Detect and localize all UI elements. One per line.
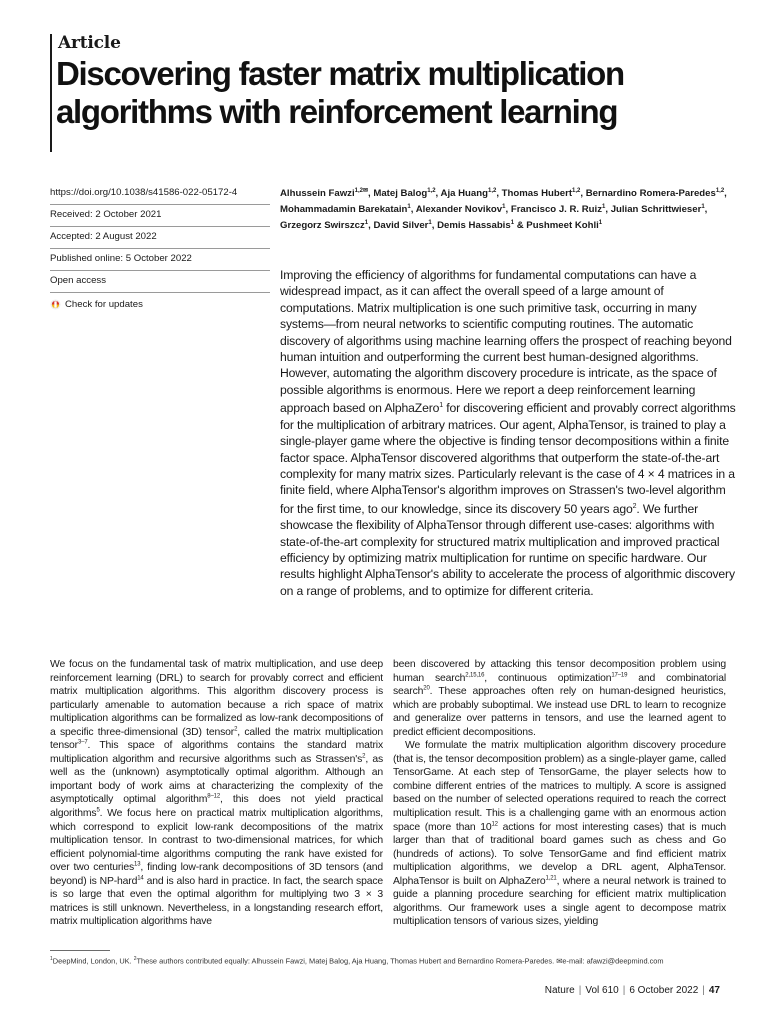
body-text-run: , continuous optimization [484, 672, 612, 684]
author-name[interactable]: Matej Balog [373, 188, 428, 200]
author-name[interactable]: Alhussein Fawzi [280, 188, 355, 200]
folio-separator: | [578, 985, 582, 996]
body-text-run: , this does not yield practical algorithms [50, 794, 383, 820]
abstract-part: . We further showcase the flexibility of AlphaTensor through different use-cases: algorithms with state-of-the-art complexity for structured matrix multiplication and improved practical efficiency by optimizing matrix multiplication for runtime on specific hardware. Our results highlight AlphaTensor's ability to accelerate the process of algorithmic discovery on a range of problems, and to optimize for different criteria. [280, 501, 735, 598]
article-type-label: Article [58, 33, 121, 53]
citation[interactable]: 2 [234, 726, 238, 733]
citation[interactable]: 1 [439, 402, 443, 410]
affiliation-marker: 1 [598, 219, 603, 226]
doi-link[interactable]: https://doi.org/10.1038/s41586-022-05172-4 [50, 183, 270, 205]
author-name[interactable]: Francisco J. R. Ruiz [510, 203, 602, 215]
affiliation-marker: 1,2✉ [354, 188, 369, 194]
author-name[interactable]: Grzegorz Swirszcz [280, 219, 365, 231]
citation[interactable]: 8–12 [207, 794, 221, 800]
volume-label: Vol 610 [585, 985, 619, 996]
affiliation-text: DeepMind, London, UK. [52, 956, 134, 966]
author-name[interactable]: Mohammadamin Barekatain [280, 203, 408, 215]
open-access-label: Open access [50, 271, 270, 293]
author-name[interactable]: Thomas Hubert [501, 188, 573, 200]
article-metadata [50, 183, 270, 315]
citation[interactable]: 20 [423, 685, 430, 692]
author-name[interactable]: Bernardino Romera-Paredes [585, 188, 716, 200]
author-name[interactable]: & Pushmeet Kohli [516, 219, 599, 231]
body-paragraph [393, 739, 726, 929]
check-for-updates-label: Check for updates [65, 298, 143, 310]
folio-separator: | [702, 985, 705, 996]
body-text-run: We formulate the matrix multiplication algorithm discovery procedure (that is, the tensor decomposition problem) as a single-player game, called TensorGame. At each step of TensorGame, the player selects how to combine different entries of the matrices to multiply. A score is assigned based on the number of selected operations required to reach the correct multiplication result. This is a challenging game with an enormous action space (more than 10 [393, 740, 726, 833]
body-text-run: . We focus here on practical matrix multiplication algorithms, which correspond to explicit low-rank decompositions of the matrix multiplication tensor. In contrast to two-dimensional matrices, for which efficient polynomial-time algorithms computing the rank have existed for over two centuries [50, 808, 383, 874]
body-text-run: , called the matrix multiplication tensor [50, 726, 383, 752]
affiliation-marker: 1 [510, 219, 515, 226]
body-text-run: . This space of algorithms contains the standard matrix multiplication algorithm and recursive algorithms such as Strassen's [50, 740, 383, 765]
body-paragraph [50, 658, 383, 929]
page-folio [545, 985, 720, 996]
author-name[interactable]: Alexander Novikov [415, 203, 503, 215]
footnote-marker: 2 [133, 956, 137, 962]
body-text-run: , as well as the (unknown) asymptotically optimal algorithm. Although an important body of work aims at characterizing the complexity of the asymptotically optimal algorithm [50, 753, 384, 806]
author-name[interactable]: Aja Huang [440, 188, 488, 200]
author-name[interactable]: Demis Hassabis [437, 219, 511, 231]
received-date: Received: 2 October 2021 [50, 205, 270, 227]
journal-name: Nature [544, 985, 575, 996]
author-name[interactable]: David Silver [373, 219, 429, 231]
affiliation-marker: 1 [502, 203, 506, 210]
author-list: Alhussein Fawzi$^{1,2✉}$, Matej Balog$^{1,2}$, Aja Huang$^{1,2}$, Thomas Hubert$^{1,2}$, Bernardino Romera-Paredes$^{1,2}$, Mohammadamin Barekatain$^1$, Alexander Novikov$^1$, Francisco J. R. Ruiz$^1$, Julian Schrittwieser$^1$, Grzegorz Swirszcz$^1$, David Silver$^1$, Demis Hassabis$^1$ & Pushmeet Kohli$^1$ [280, 188, 727, 231]
body-text-run: We focus on the fundamental task of matrix multiplication, and use deep reinforcement learning (DRL) to search for provably correct and efficient matrix multiplication algorithms. This algorithm discovery process is particularly amenable to automation because a rich space of matrix multiplication algorithms can be formalized as low-rank decompositions of a specific three-dimensional (3D) tensor [50, 659, 383, 738]
abstract [280, 267, 740, 599]
affiliation-marker: 1,2 [427, 188, 436, 194]
citation[interactable]: 2,15,16 [465, 672, 485, 679]
folio-separator: | [622, 985, 626, 996]
citation[interactable]: 5 [96, 807, 100, 814]
page-title: Discovering faster matrix multiplication algorithms with reinforcement learning [56, 55, 624, 130]
affiliation-footnote [50, 954, 740, 966]
email-link[interactable]: e-mail: afawzi@deepmind.com [562, 956, 664, 966]
accepted-date: Accepted: 2 August 2022 [50, 227, 270, 249]
citation[interactable]: 3–7 [77, 739, 88, 746]
citation[interactable]: 2 [362, 753, 366, 760]
body-text-run: . These approaches often rely on human-designed heuristics, which are probably suboptimal. We instead use DRL to learn to recognize and generalize over patterns in tensors, and use the learned agent to predict efficient decompositions. [393, 686, 726, 738]
citation[interactable]: 13 [134, 861, 141, 868]
affiliation-marker: 1 [602, 203, 606, 210]
citation[interactable]: 1,21 [545, 875, 557, 882]
body-text-run: , where a neural network is trained to guide a planning procedure searching for efficient matrix multiplication algorithms. Our framework uses a single agent to decompose matrix multiplication tensors of various sizes, yielding [393, 875, 726, 928]
citation[interactable]: 14 [137, 875, 144, 882]
mail-icon: ✉ [556, 956, 563, 966]
body-text-run: and combinatorial search [393, 672, 726, 698]
issue-date: 6 October 2022 [629, 985, 699, 996]
footnote-marker: 1 [50, 956, 53, 962]
accent-bar [50, 34, 52, 152]
body-column-right [393, 658, 726, 929]
affiliation-marker: 1,2 [572, 188, 581, 194]
page-number: 47 [708, 985, 720, 996]
contribution-note: These authors contributed equally: Alhussein Fawzi, Matej Balog, Aja Huang, Thomas Hubert and Bernardino Romera-Paredes. [136, 956, 557, 966]
abstract-part: for discovering efficient and provably correct algorithms for the multiplication of arbitrary matrices. Our agent, AlphaTensor, is trained to play a single-player game where the objective is finding tensor decompositions within a finite factor space. AlphaTensor discovered algorithms that outperform the state-of-the-art complexity for many matrix sizes. Particularly relevant is the case of 4 × 4 matrices in a finite field, where AlphaTensor's algorithm improves on Strassen's two-level algorithm for the first time, to our knowledge, since its discovery 50 years ago [280, 401, 736, 516]
published-date: Published online: 5 October 2022 [50, 249, 270, 271]
abstract-text [280, 267, 740, 599]
citation[interactable]: 2 [632, 502, 637, 510]
check-for-updates-link[interactable] [50, 293, 270, 315]
author-name[interactable]: Julian Schrittwieser [610, 203, 702, 215]
citation[interactable]: 12 [491, 821, 498, 828]
check-for-updates-icon [50, 299, 61, 310]
body-text-run: been discovered by attacking this tensor decomposition problem using human search [393, 659, 726, 684]
affiliation-marker: 1 [364, 219, 369, 226]
abstract-part: Improving the efficiency of algorithms for fundamental computations can have a widespread impact, as it can affect the overall speed of a large amount of computations. Matrix multiplication is one such primitive task, occurring in many systems—from neural networks to scientific computing routines. The automatic discovery of algorithms using machine learning offers the prospect of reaching beyond human intuition and outperforming the current best human-designed algorithms. However, automating the algorithm discovery procedure is intricate, as the space of possible algorithms is enormous. Here we report a deep reinforcement learning approach based on AlphaZero [280, 268, 732, 416]
affiliation-marker: 1,2 [487, 188, 497, 194]
affiliation-marker: 1 [701, 203, 705, 210]
body-paragraph [393, 658, 726, 739]
body-text-run: actions for most interesting cases) that is much larger than that of traditional board games such as chess and Go (hundreds of actions). To solve TensorGame and find efficient matrix multiplication algorithms, we develop a DRL agent, AlphaTensor. AlphaTensor is built on AlphaZero [393, 821, 727, 887]
affiliation-marker: 1 [428, 219, 432, 226]
footnote-divider [50, 950, 110, 951]
body-column-left [50, 658, 383, 929]
citation[interactable]: 17–19 [611, 672, 628, 679]
affiliation-marker: 1,2 [715, 188, 725, 194]
body-text-run: , finding low-rank decompositions of 3D tensors (and beyond) is NP-hard [50, 862, 383, 887]
body-text-run: and is also hard in practice. In fact, the search space is so large that even the optimal algorithm for multiplying two 3 × 3 matrices is still unknown. Nevertheless, in a longstanding research effort, matrix multiplication algorithms have [50, 875, 383, 928]
affiliation-marker: 1 [407, 203, 411, 210]
